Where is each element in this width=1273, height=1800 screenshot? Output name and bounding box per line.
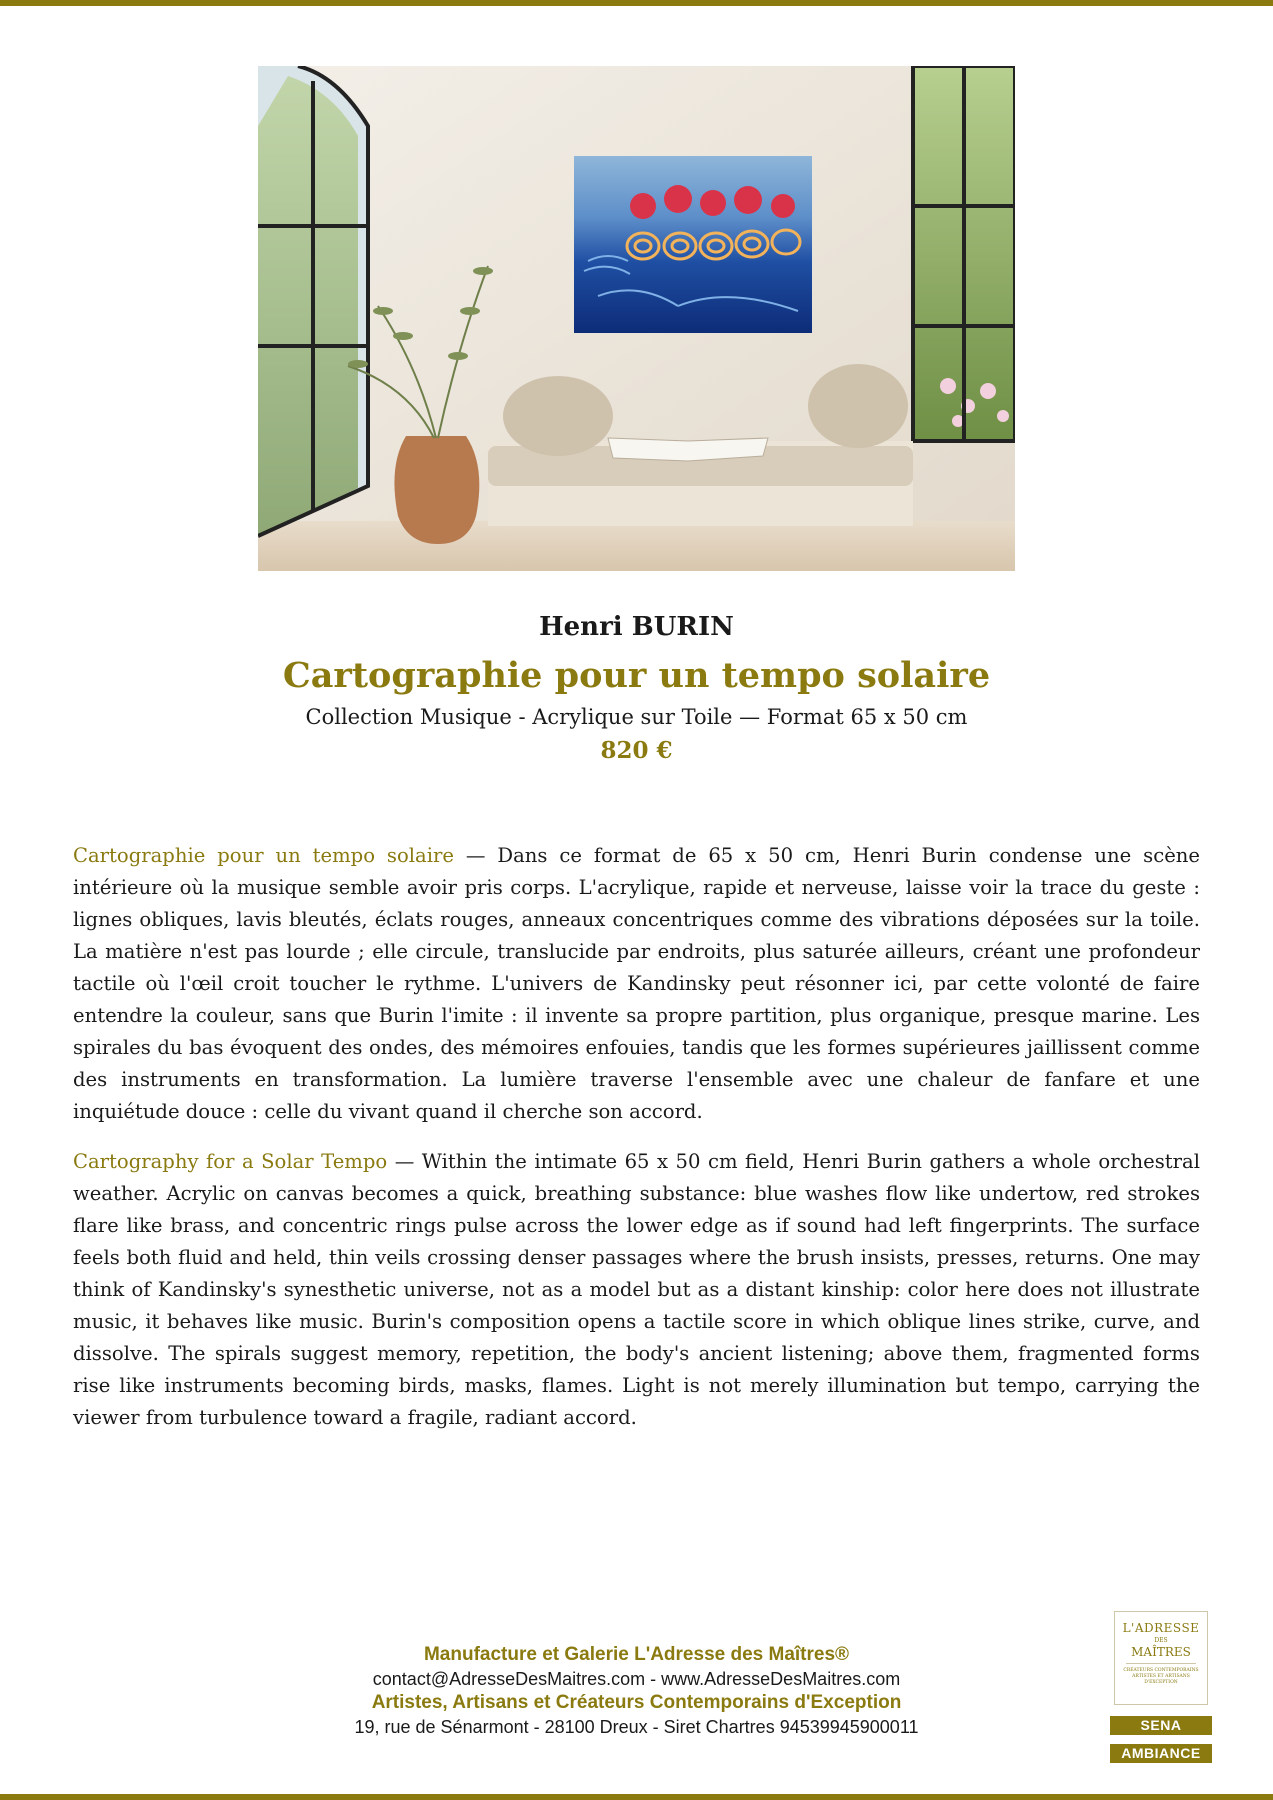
artwork-price: 820 € — [600, 737, 673, 764]
footer-contact[interactable]: contact@AdresseDesMaitres.com - www.AdresseDesMaitres.com — [372, 1669, 901, 1689]
painting-icon — [574, 156, 812, 333]
gallery-logo — [1114, 1611, 1208, 1705]
description-french-body: — Dans ce format de 65 x 50 cm, Henri Burin condense une scène intérieure où la musique semble avoir pris corps. L'acrylique, rapide et nerveuse, laisse voir la trace du geste : lignes obliques, lavis bleutés, éclats rouges, anneaux concentriques comme des vibrations déposées sur la toile. La matière n'est pas lourde ; elle circule, translucide par endroits, plus saturée ailleurs, créant une profondeur tactile où l'œil croit toucher le rythme. L'univers de Kandinsky peut résonner ici, par cette volonté de faire entendre la couleur, sans que Burin l'imite : il invente sa propre partition, plus organique, presque marine. Les spirales du bas évoquent des ondes, des mémoires enfouies, tandis que les formes supérieures jaillissent comme des instruments en transformation. La lumière traverse l'ensemble avec une chaleur de fanfare et une inquiétude douce : celle du vivant quand il cherche son accord. — [73, 844, 1201, 1123]
artist-name: Henri BURIN — [539, 612, 734, 642]
description-french — [73, 840, 1200, 1128]
logo-divider — [1126, 1663, 1196, 1664]
artwork-subtitle: Collection Musique - Acrylique sur Toile — Format 65 x 50 cm — [305, 705, 968, 729]
description-french-lead: Cartographie pour un tempo solaire — [73, 844, 454, 867]
footer-address: 19, rue de Sénarmont - 28100 Dreux - Siret Chartres 94539945900011 — [354, 1717, 919, 1737]
description-english — [73, 1146, 1200, 1434]
footer-tagline: Artistes, Artisans et Créateurs Contemporains d'Exception — [371, 1692, 902, 1713]
logo-line-1: L'ADRESSE — [1122, 1621, 1200, 1635]
ambiance-badge: AMBIANCE — [1110, 1744, 1212, 1763]
artwork-ambiance-image — [258, 66, 1015, 571]
description-english-body: — Within the intimate 65 x 50 cm field, Henri Burin gathers a whole orchestral weather. Acrylic on canvas becomes a quick, breathing substance: blue washes flow like undertow, red strokes flare like brass, and concentric rings pulse across the lower edge as if sound had left fingerprints. The surface feels both fluid and held, thin veils crossing denser passages where the brush insists, presses, returns. One may think of Kandinsky's synesthetic universe, not as a model but as a distant kinship: color here does not illustrate music, it behaves like music. Burin's composition opens a tactile score in which oblique lines strike, curve, and dissolve. The spirals suggest memory, repetition, the body's ancient listening; above them, fragmented forms rise like instruments becoming birds, masks, flames. Light is not merely illumination but tempo, carrying the viewer from turbulence toward a fragile, radiant accord. — [73, 1150, 1200, 1429]
footer-gallery-name: Manufacture et Galerie L'Adresse des Maîtres® — [423, 1644, 850, 1665]
bottom-accent-bar — [0, 1794, 1273, 1800]
logo-line-2: DES — [1154, 1637, 1168, 1644]
footer — [200, 1643, 1073, 1739]
sena-badge: SENA — [1110, 1716, 1212, 1735]
logo-line-4: CRÉATEURS CONTEMPORAINS ARTISTES ET ARTISANS D'EXCEPTION — [1123, 1668, 1199, 1685]
logo-line-3: MAÎTRES — [1131, 1645, 1191, 1659]
top-accent-bar — [0, 0, 1273, 6]
artwork-title: Cartographie pour un tempo solaire — [282, 655, 991, 696]
description-english-lead: Cartography for a Solar Tempo — [73, 1150, 388, 1173]
